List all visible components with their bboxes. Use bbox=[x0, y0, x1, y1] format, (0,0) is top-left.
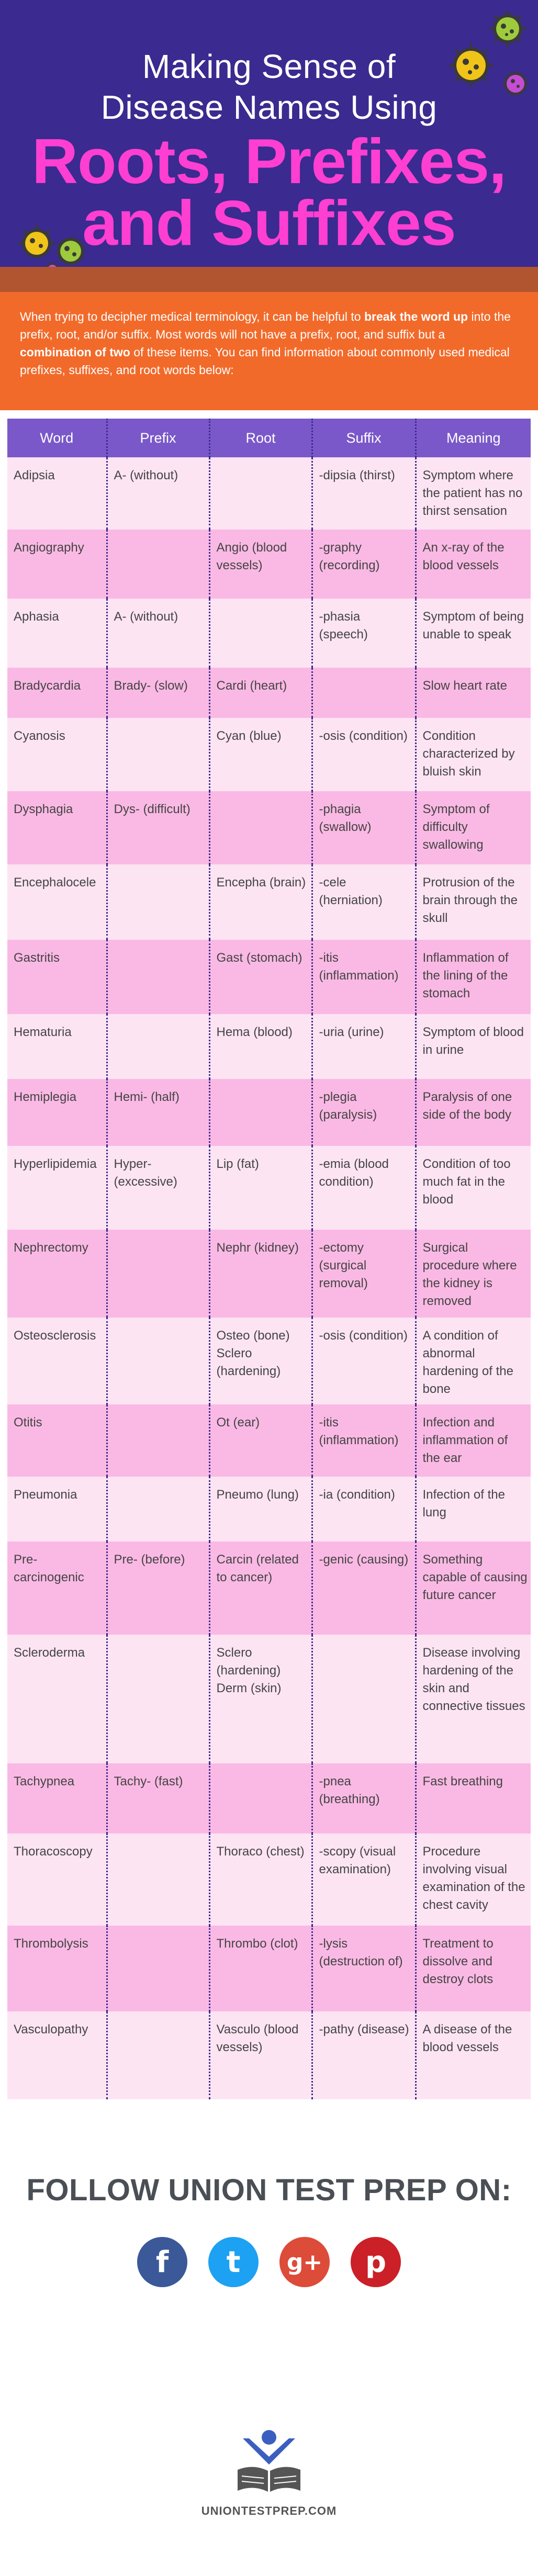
cell-root: Osteo (bone) Sclero (hardening) bbox=[209, 1318, 312, 1404]
cell-word: Thoracoscopy bbox=[7, 1833, 107, 1926]
header-prefix: Prefix bbox=[107, 419, 209, 457]
cell-suffix bbox=[312, 1635, 416, 1763]
cell-suffix: -osis (condition) bbox=[312, 1318, 416, 1404]
cell-meaning: Infection and inflammation of the ear bbox=[416, 1404, 531, 1477]
cell-root: Thoraco (chest) bbox=[209, 1833, 312, 1926]
table-row bbox=[7, 1763, 531, 1833]
cell-suffix: -graphy (recording) bbox=[312, 530, 416, 599]
site-url[interactable]: UNIONTESTPREP.COM bbox=[201, 2504, 337, 2517]
cell-prefix: Dys- (difficult) bbox=[107, 791, 209, 864]
cell-meaning: Procedure involving visual examination of the chest cavity bbox=[416, 1833, 531, 1926]
cell-meaning: Symptom of being unable to speak bbox=[416, 599, 531, 668]
cell-word: Thrombolysis bbox=[7, 1926, 107, 2011]
cell-word: Vasculopathy bbox=[7, 2011, 107, 2099]
cell-meaning: Symptom of blood in urine bbox=[416, 1014, 531, 1079]
intro-text-1: When trying to decipher medical terminology, it can be helpful to bbox=[20, 310, 364, 323]
cell-word: Hyperlipidemia bbox=[7, 1146, 107, 1230]
cell-meaning: Something capable of causing future cancer bbox=[416, 1542, 531, 1635]
cell-meaning: Symptom where the patient has no thirst sensation bbox=[416, 457, 531, 530]
intro-bold-1: break the word up bbox=[364, 310, 468, 323]
cell-prefix bbox=[107, 1318, 209, 1404]
header-word: Word bbox=[7, 419, 107, 457]
terminology-table bbox=[7, 419, 531, 2099]
table-row bbox=[7, 668, 531, 718]
table-row bbox=[7, 1146, 531, 1230]
table-row bbox=[7, 1404, 531, 1477]
cell-suffix: -itis (inflammation) bbox=[312, 1404, 416, 1477]
cell-word: Angiography bbox=[7, 530, 107, 599]
cell-root: Thrombo (clot) bbox=[209, 1926, 312, 2011]
cell-root: Sclero (hardening) Derm (skin) bbox=[209, 1635, 312, 1763]
cell-suffix: -itis (inflammation) bbox=[312, 940, 416, 1014]
cell-prefix bbox=[107, 1635, 209, 1763]
title-line-1: Making Sense of bbox=[142, 48, 396, 85]
cell-prefix bbox=[107, 1404, 209, 1477]
cell-prefix bbox=[107, 1477, 209, 1542]
cell-suffix: -pnea (breathing) bbox=[312, 1763, 416, 1833]
social-links bbox=[0, 2237, 538, 2287]
google-plus-icon[interactable]: g+ bbox=[279, 2237, 330, 2287]
cell-word: Hematuria bbox=[7, 1014, 107, 1079]
cell-suffix: -phasia (speech) bbox=[312, 599, 416, 668]
cell-meaning: Disease involving hardening of the skin and connective tissues bbox=[416, 1635, 531, 1763]
cell-prefix bbox=[107, 530, 209, 599]
cell-word: Cyanosis bbox=[7, 718, 107, 791]
cell-prefix bbox=[107, 1926, 209, 2011]
cell-suffix: -lysis (destruction of) bbox=[312, 1926, 416, 2011]
cell-root bbox=[209, 1079, 312, 1146]
intro-text-2: into the prefix, root, and/or suffix. Most words will not have a prefix, root, and suffix but a bbox=[20, 310, 511, 341]
cell-meaning: Protrusion of the brain through the skull bbox=[416, 864, 531, 940]
header-root: Root bbox=[209, 419, 312, 457]
cell-meaning: Inflammation of the lining of the stomach bbox=[416, 940, 531, 1014]
cell-word: Adipsia bbox=[7, 457, 107, 530]
cell-prefix bbox=[107, 2011, 209, 2099]
cell-word: Tachypnea bbox=[7, 1763, 107, 1833]
table-row bbox=[7, 940, 531, 1014]
cell-word: Encephalocele bbox=[7, 864, 107, 940]
cell-meaning: Infection of the lung bbox=[416, 1477, 531, 1542]
title-big-line-2: and Suffixes bbox=[82, 187, 456, 258]
cell-suffix: -dipsia (thirst) bbox=[312, 457, 416, 530]
cell-meaning: Fast breathing bbox=[416, 1763, 531, 1833]
cell-meaning: Surgical procedure where the kidney is removed bbox=[416, 1230, 531, 1318]
cell-prefix bbox=[107, 1014, 209, 1079]
cell-root bbox=[209, 1763, 312, 1833]
cell-prefix bbox=[107, 1833, 209, 1926]
table-row bbox=[7, 1542, 531, 1635]
table-row bbox=[7, 864, 531, 940]
table-row bbox=[7, 530, 531, 599]
cell-word: Osteosclerosis bbox=[7, 1318, 107, 1404]
cell-root: Encepha (brain) bbox=[209, 864, 312, 940]
cell-meaning: Condition of too much fat in the blood bbox=[416, 1146, 531, 1230]
cell-root: Carcin (related to cancer) bbox=[209, 1542, 312, 1635]
cell-prefix: Hemi- (half) bbox=[107, 1079, 209, 1146]
table-row bbox=[7, 1477, 531, 1542]
title-big-line-1: Roots, Prefixes, bbox=[31, 126, 507, 197]
intro-text-3: of these items. You can find information about commonly used medical prefixes, suffixes, and root words below: bbox=[20, 345, 510, 377]
cell-prefix: Pre- (before) bbox=[107, 1542, 209, 1635]
table-row bbox=[7, 1079, 531, 1146]
title-line-2: Disease Names Using bbox=[100, 88, 438, 126]
table-row bbox=[7, 599, 531, 668]
cell-root: Ot (ear) bbox=[209, 1404, 312, 1477]
cell-word: Aphasia bbox=[7, 599, 107, 668]
cell-root bbox=[209, 599, 312, 668]
cell-meaning: Treatment to dissolve and destroy clots bbox=[416, 1926, 531, 2011]
header-banner bbox=[0, 0, 538, 267]
cell-word: Scleroderma bbox=[7, 1635, 107, 1763]
table-row bbox=[7, 791, 531, 864]
cell-word: Dysphagia bbox=[7, 791, 107, 864]
header-stripe bbox=[0, 267, 538, 292]
cell-root: Pneumo (lung) bbox=[209, 1477, 312, 1542]
cell-word: Pneumonia bbox=[7, 1477, 107, 1542]
cell-suffix: -cele (herniation) bbox=[312, 864, 416, 940]
cell-suffix: -osis (condition) bbox=[312, 718, 416, 791]
cell-root: Vasculo (blood vessels) bbox=[209, 2011, 312, 2099]
table-body bbox=[7, 457, 531, 2099]
cell-suffix: -pathy (disease) bbox=[312, 2011, 416, 2099]
cell-root: Nephr (kidney) bbox=[209, 1230, 312, 1318]
table-row bbox=[7, 457, 531, 530]
cell-prefix: A- (without) bbox=[107, 457, 209, 530]
header-suffix: Suffix bbox=[312, 419, 416, 457]
table-row bbox=[7, 718, 531, 791]
cell-word: Pre-carcinogenic bbox=[7, 1542, 107, 1635]
cell-suffix: -genic (causing) bbox=[312, 1542, 416, 1635]
cell-root: Cardi (heart) bbox=[209, 668, 312, 718]
cell-suffix: -ia (condition) bbox=[312, 1477, 416, 1542]
cell-prefix bbox=[107, 1230, 209, 1318]
cell-prefix bbox=[107, 940, 209, 1014]
cell-meaning: Symptom of difficulty swallowing bbox=[416, 791, 531, 864]
cell-prefix: Brady- (slow) bbox=[107, 668, 209, 718]
table-row bbox=[7, 2011, 531, 2099]
cell-meaning: A disease of the blood vessels bbox=[416, 2011, 531, 2099]
twitter-icon[interactable]: t bbox=[208, 2237, 259, 2287]
cell-meaning: A condition of abnormal hardening of the bone bbox=[416, 1318, 531, 1404]
cell-meaning: An x-ray of the blood vessels bbox=[416, 530, 531, 599]
union-test-prep-logo-icon bbox=[227, 2428, 311, 2496]
cell-prefix bbox=[107, 718, 209, 791]
cell-root: Gast (stomach) bbox=[209, 940, 312, 1014]
cell-word: Otitis bbox=[7, 1404, 107, 1477]
table-row bbox=[7, 1635, 531, 1763]
cell-suffix: -scopy (visual examination) bbox=[312, 1833, 416, 1926]
cell-meaning: Paralysis of one side of the body bbox=[416, 1079, 531, 1146]
cell-word: Nephrectomy bbox=[7, 1230, 107, 1318]
cell-meaning: Slow heart rate bbox=[416, 668, 531, 718]
table-row bbox=[7, 1230, 531, 1318]
intro-paragraph bbox=[0, 292, 538, 410]
cell-suffix: -ectomy (surgical removal) bbox=[312, 1230, 416, 1318]
facebook-icon[interactable]: f bbox=[137, 2237, 187, 2287]
cell-suffix: -uria (urine) bbox=[312, 1014, 416, 1079]
cell-root: Cyan (blue) bbox=[209, 718, 312, 791]
cell-root: Lip (fat) bbox=[209, 1146, 312, 1230]
table-row bbox=[7, 1318, 531, 1404]
cell-suffix: -phagia (swallow) bbox=[312, 791, 416, 864]
header-meaning: Meaning bbox=[416, 419, 531, 457]
cell-word: Gastritis bbox=[7, 940, 107, 1014]
intro-bold-2: combination of two bbox=[20, 345, 130, 359]
pinterest-icon[interactable]: p bbox=[351, 2237, 401, 2287]
cell-root: Angio (blood vessels) bbox=[209, 530, 312, 599]
table-row bbox=[7, 1926, 531, 2011]
table-header-row bbox=[7, 419, 531, 457]
cell-prefix bbox=[107, 864, 209, 940]
table-row bbox=[7, 1833, 531, 1926]
cell-meaning: Condition characterized by bluish skin bbox=[416, 718, 531, 791]
terminology-table-wrapper bbox=[7, 419, 531, 2099]
cell-suffix bbox=[312, 668, 416, 718]
cell-prefix: A- (without) bbox=[107, 599, 209, 668]
cell-word: Bradycardia bbox=[7, 668, 107, 718]
table-row bbox=[7, 1014, 531, 1079]
cell-prefix: Tachy- (fast) bbox=[107, 1763, 209, 1833]
cell-prefix: Hyper- (excessive) bbox=[107, 1146, 209, 1230]
cell-root: Hema (blood) bbox=[209, 1014, 312, 1079]
follow-heading: FOLLOW UNION TEST PREP ON: bbox=[26, 2173, 512, 2207]
cell-root bbox=[209, 457, 312, 530]
cell-suffix: -emia (blood condition) bbox=[312, 1146, 416, 1230]
cell-word: Hemiplegia bbox=[7, 1079, 107, 1146]
cell-suffix: -plegia (paralysis) bbox=[312, 1079, 416, 1146]
cell-root bbox=[209, 791, 312, 864]
